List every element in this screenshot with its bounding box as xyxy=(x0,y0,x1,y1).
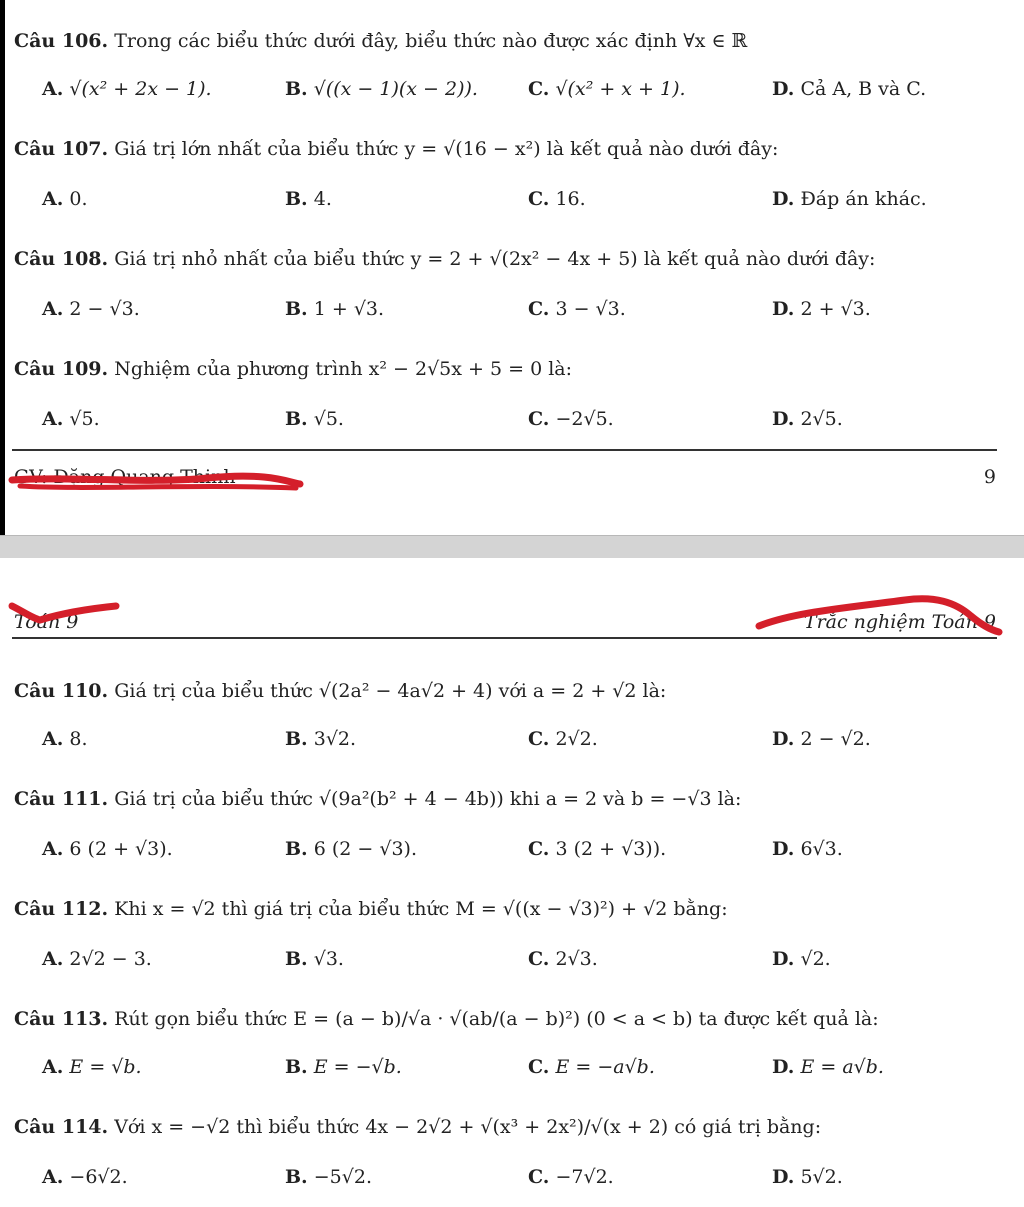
page-number: 9 xyxy=(983,466,996,488)
question-112 xyxy=(14,896,1004,922)
header-right: Trắc nghiệm Toán 9 xyxy=(803,611,996,633)
options-111 xyxy=(0,836,1024,862)
option-b[interactable]: B. 1 + √3. xyxy=(285,298,385,320)
question-113 xyxy=(14,1006,1004,1032)
question-text: Với x = −√2 thì biểu thức 4x − 2√2 + √(x³ + 2x²)/√(x + 2) có giá trị bằng: xyxy=(114,1116,822,1138)
option-a[interactable]: A. 2 − √3. xyxy=(42,298,140,320)
option-b[interactable]: B. √5. xyxy=(285,408,344,430)
question-label: Câu 114. xyxy=(14,1116,109,1138)
document-page-10 xyxy=(0,558,1024,1207)
question-label: Câu 107. xyxy=(14,138,109,160)
option-c[interactable]: C. √(x² + x + 1). xyxy=(528,78,686,100)
question-text: Giá trị của biểu thức √(9a²(b² + 4 − 4b)) khi a = 2 và b = −√3 là: xyxy=(114,788,742,810)
question-109 xyxy=(14,356,1004,382)
option-d[interactable]: D. Đáp án khác. xyxy=(772,188,927,210)
question-106 xyxy=(14,28,1004,54)
question-text: Giá trị lớn nhất của biểu thức y = √(16 − x²) là kết quả nào dưới đây: xyxy=(114,138,779,160)
option-d[interactable]: D. 6√3. xyxy=(772,838,843,860)
footer-author: GV: Đặng Quang Thịnh xyxy=(14,466,236,488)
option-c[interactable]: C. 16. xyxy=(528,188,586,210)
option-c[interactable]: C. 2√3. xyxy=(528,948,598,970)
option-a[interactable]: A. 2√2 − 3. xyxy=(42,948,152,970)
option-a[interactable]: A. √5. xyxy=(42,408,100,430)
options-112 xyxy=(0,946,1024,972)
option-c[interactable]: C. 2√2. xyxy=(528,728,598,750)
question-110 xyxy=(14,678,1004,704)
option-a[interactable]: A. −6√2. xyxy=(42,1166,128,1188)
option-c[interactable]: C. 3 − √3. xyxy=(528,298,626,320)
option-d[interactable]: D. Cả A, B và C. xyxy=(772,78,927,100)
option-b[interactable]: B. −5√2. xyxy=(285,1166,372,1188)
question-108 xyxy=(14,246,1004,272)
option-a[interactable]: A. 8. xyxy=(42,728,88,750)
question-label: Câu 110. xyxy=(14,680,109,702)
options-110 xyxy=(0,726,1024,752)
option-b[interactable]: B. √((x − 1)(x − 2)). xyxy=(285,78,478,100)
option-b[interactable]: B. √3. xyxy=(285,948,344,970)
question-text: Giá trị của biểu thức √(2a² − 4a√2 + 4) với a = 2 + √2 là: xyxy=(114,680,667,702)
page-gap xyxy=(0,535,1024,560)
question-111 xyxy=(14,786,1004,812)
question-text: Rút gọn biểu thức E = (a − b)/√a · √(ab/(a − b)²) (0 < a < b) ta được kết quả là: xyxy=(114,1008,879,1030)
option-a[interactable]: A. 0. xyxy=(42,188,88,210)
options-108 xyxy=(0,296,1024,322)
question-text: Giá trị nhỏ nhất của biểu thức y = 2 + √(2x² − 4x + 5) là kết quả nào dưới đây: xyxy=(114,248,876,270)
option-c[interactable]: C. −7√2. xyxy=(528,1166,614,1188)
option-c[interactable]: C. E = −a√b. xyxy=(528,1056,655,1078)
question-label: Câu 112. xyxy=(14,898,109,920)
options-107 xyxy=(0,186,1024,212)
redaction-scribble-right xyxy=(755,588,1005,638)
option-d[interactable]: D. 2√5. xyxy=(772,408,843,430)
question-text: Trong các biểu thức dưới đây, biểu thức nào được xác định ∀x ∈ ℝ xyxy=(114,30,748,52)
option-b[interactable]: B. 4. xyxy=(285,188,332,210)
question-text: Nghiệm của phương trình x² − 2√5x + 5 = 0 là: xyxy=(114,358,573,380)
options-113 xyxy=(0,1054,1024,1080)
option-a[interactable]: A. √(x² + 2x − 1). xyxy=(42,78,212,100)
question-label: Câu 109. xyxy=(14,358,109,380)
option-b[interactable]: B. E = −√b. xyxy=(285,1056,402,1078)
question-text: Khi x = √2 thì giá trị của biểu thức M = √((x − √3)²) + √2 bằng: xyxy=(114,898,728,920)
option-d[interactable]: D. 5√2. xyxy=(772,1166,843,1188)
option-b[interactable]: B. 3√2. xyxy=(285,728,357,750)
question-label: Câu 111. xyxy=(14,788,109,810)
option-c[interactable]: C. 3 (2 + √3)). xyxy=(528,838,667,860)
document-page-9 xyxy=(0,0,1024,535)
question-label: Câu 113. xyxy=(14,1008,109,1030)
question-114 xyxy=(14,1114,1004,1140)
redaction-scribble xyxy=(8,466,308,496)
question-107 xyxy=(14,136,1004,162)
options-109 xyxy=(0,406,1024,432)
options-114 xyxy=(0,1164,1024,1190)
option-d[interactable]: D. E = a√b. xyxy=(772,1056,884,1078)
option-b[interactable]: B. 6 (2 − √3). xyxy=(285,838,418,860)
question-label: Câu 108. xyxy=(14,248,109,270)
options-106 xyxy=(0,76,1024,102)
option-d[interactable]: D. 2 − √2. xyxy=(772,728,871,750)
option-a[interactable]: A. 6 (2 + √3). xyxy=(42,838,173,860)
option-d[interactable]: D. √2. xyxy=(772,948,831,970)
footer-rule xyxy=(12,449,997,451)
header-left: Toán 9 xyxy=(14,611,79,633)
option-a[interactable]: A. E = √b. xyxy=(42,1056,142,1078)
question-label: Câu 106. xyxy=(14,30,109,52)
option-c[interactable]: C. −2√5. xyxy=(528,408,614,430)
header-rule xyxy=(12,637,997,639)
option-d[interactable]: D. 2 + √3. xyxy=(772,298,871,320)
redaction-scribble-left xyxy=(6,598,126,634)
